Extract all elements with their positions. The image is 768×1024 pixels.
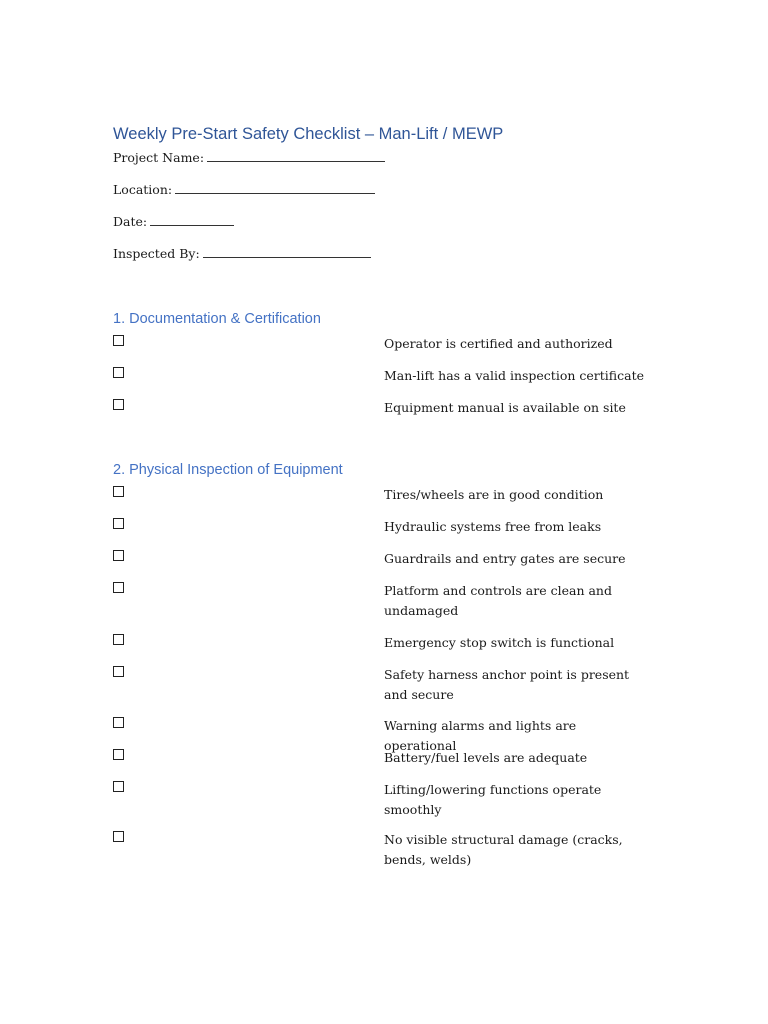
- checkbox[interactable]: [113, 486, 124, 497]
- checklist-item-text: Man-lift has a valid inspection certificate: [384, 368, 644, 383]
- checkbox[interactable]: [113, 781, 124, 792]
- inspected-by-blank[interactable]: [203, 247, 371, 258]
- checklist-item-text: Equipment manual is available on site: [384, 400, 626, 415]
- date-field[interactable]: [113, 214, 234, 230]
- date-label: Date:: [113, 214, 148, 229]
- project-name-blank[interactable]: [207, 151, 385, 162]
- checklist-item-text: Tires/wheels are in good condition: [384, 487, 604, 502]
- document-title: Weekly Pre-Start Safety Checklist – Man-Lift / MEWP: [113, 125, 504, 143]
- location-label: Location:: [113, 182, 173, 197]
- checkbox[interactable]: [113, 399, 124, 410]
- project-name-label: Project Name:: [113, 150, 205, 165]
- section-title-physical-inspection: 2. Physical Inspection of Equipment: [113, 462, 343, 478]
- checkbox[interactable]: [113, 367, 124, 378]
- checkbox[interactable]: [113, 518, 124, 529]
- checklist-item-text: Battery/fuel levels are adequate: [384, 750, 588, 765]
- checkbox[interactable]: [113, 717, 124, 728]
- checkbox[interactable]: [113, 582, 124, 593]
- checkbox[interactable]: [113, 749, 124, 760]
- inspected-by-label: Inspected By:: [113, 246, 200, 261]
- project-name-field[interactable]: [113, 150, 385, 166]
- checklist-item-text: Warning alarms and lights are operational: [384, 718, 577, 753]
- inspected-by-field[interactable]: [113, 246, 371, 262]
- date-blank[interactable]: [150, 215, 234, 226]
- checklist-item-text: Guardrails and entry gates are secure: [384, 551, 626, 566]
- checkbox[interactable]: [113, 666, 124, 677]
- checklist-item-text: No visible structural damage (cracks, bends, welds): [384, 832, 623, 867]
- checklist-item-text: Emergency stop switch is functional: [384, 635, 615, 650]
- section-title-documentation: 1. Documentation & Certification: [113, 311, 321, 327]
- checkbox[interactable]: [113, 335, 124, 346]
- checklist-item-text: Lifting/lowering functions operate smoothly: [384, 782, 602, 817]
- checklist-item-text: Safety harness anchor point is present and secure: [384, 667, 630, 702]
- location-blank[interactable]: [175, 183, 375, 194]
- location-field[interactable]: [113, 182, 375, 198]
- checkbox[interactable]: [113, 634, 124, 645]
- checklist-item-text: Platform and controls are clean and undamaged: [384, 583, 612, 618]
- checkbox[interactable]: [113, 831, 124, 842]
- checklist-item-text: Hydraulic systems free from leaks: [384, 519, 602, 534]
- checklist-item-text: Operator is certified and authorized: [384, 336, 613, 351]
- checkbox[interactable]: [113, 550, 124, 561]
